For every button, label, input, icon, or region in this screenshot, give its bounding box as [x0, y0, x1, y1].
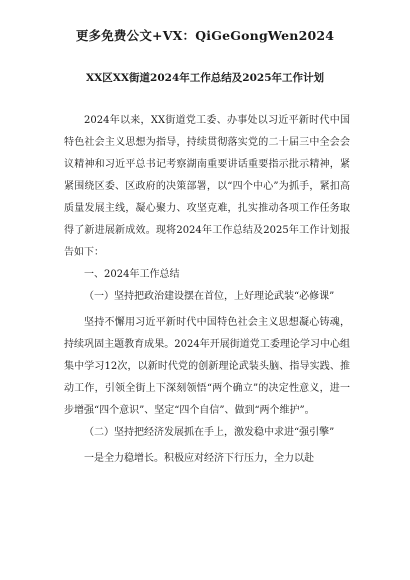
section-heading: 一、2024年工作总结: [84, 269, 180, 280]
subsection-heading-2: （二）坚持把经济发展抓在手上，激发稳中求进“强引擎”: [84, 427, 335, 438]
document-title: XX区XX街道2024年工作总结及2025年工作计划: [85, 72, 325, 84]
body-paragraph-1: 坚持不懈用习近平新时代中国特色社会主义思想凝心铸魂，持续巩固主题教育成果。2024年开展街道党工委理论学习中心组集中学习12次，以新时代党的创新理论武装头脑、指导实践、推动工作，引领全街上下深刻领悟“两个确立”的决定性意义，进一步增强“四个意识”、坚定“四个自信”、做到“两个维护”。: [64, 317, 350, 416]
body-paragraph-2: 一是全力稳增长。积极应对经济下行压力，全力以赴: [84, 453, 314, 464]
intro-paragraph: 2024年以来，XX街道党工委、办事处以习近平新时代中国特色社会主义思想为指导，持续贯彻落实党的二十届三中全会会议精神和习近平总书记考察湖南重要讲话重要指示批示精神，紧紧围绕区委、区政府的决策部署，以“四个中心”为抓手，紧扣高质量发展主线，凝心聚力、攻坚克难，扎实推动各项工作任务取得了新进展新成效。现将2024年工作总结及2025年工作计划报告如下：: [64, 115, 350, 258]
document-body: [64, 110, 350, 470]
watermark-header: 更多免费公文+VX：QiGeGongWen2024: [75, 28, 335, 43]
subsection-heading-1: （一）坚持把政治建设摆在首位，上好理论武装“必修课”: [84, 291, 335, 302]
